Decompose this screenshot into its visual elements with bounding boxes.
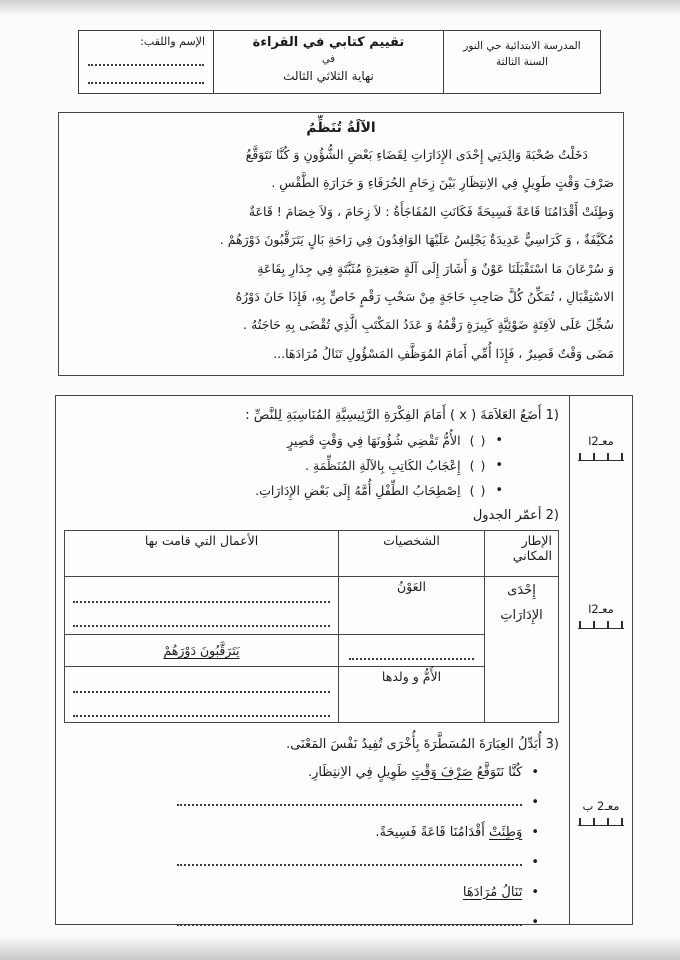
name-label: الإسم واللقب: bbox=[140, 35, 205, 48]
name-answer-line bbox=[88, 55, 204, 66]
q2-header-actions: الأعمال التي قامت بها bbox=[65, 531, 339, 577]
bullet-icon: • bbox=[531, 794, 539, 810]
q3-answer-row bbox=[64, 907, 559, 937]
header-table bbox=[78, 30, 601, 94]
question-1-heading: ‎1)‎ أَضَعُ العَلاَمَةَ ( x ) أَمَامَ الفِكْرَةِ الرَّئِيسِيَّةِ المُنَاسِبَةِ لِلنَّصِّ : bbox=[245, 408, 559, 423]
bullet-icon: • bbox=[531, 824, 539, 840]
answer-parentheses: ( ) bbox=[469, 433, 487, 448]
criterion-label: معـ2ا bbox=[588, 434, 614, 448]
bullet-icon: • bbox=[495, 433, 503, 448]
passage-line: سُجِّلَ عَلَى لاَفِتَةٍ ضَوْئِيَّةٍ كَبِيرَةٍ رَقْمُهُ وَ عَدَدُ المَكْتَبِ الَّذِي تُقْضَى بِهِ حَاجَتُهُ . bbox=[243, 317, 614, 333]
underlined-phrase: صَرْفَ وَقْتٍ bbox=[411, 764, 473, 780]
bullet-icon: • bbox=[531, 854, 539, 870]
criterion-mark bbox=[570, 799, 632, 826]
q2-header-setting: الإطار المكاني bbox=[485, 531, 559, 577]
exam-title-in: في bbox=[321, 54, 336, 65]
bullet-icon: • bbox=[531, 884, 539, 900]
q2-actions-cell bbox=[65, 667, 339, 723]
exam-title-cell bbox=[213, 31, 443, 93]
criterion-label: معـ2ا bbox=[588, 602, 614, 616]
answer-line bbox=[73, 682, 330, 693]
grading-scale-icon bbox=[578, 817, 624, 826]
school-info-cell bbox=[443, 31, 600, 93]
exam-term: نهاية الثلاثي الثالث bbox=[283, 69, 374, 83]
criterion-mark bbox=[570, 602, 632, 629]
q2-table-row bbox=[65, 635, 559, 667]
questions-section bbox=[55, 395, 633, 930]
passage-title: الآلَةُ تُنَظِّمُ bbox=[306, 120, 376, 136]
underlined-phrase: وَطِئَتْ bbox=[489, 824, 523, 840]
student-name-cell bbox=[79, 31, 213, 93]
answer-line bbox=[177, 852, 522, 866]
q3-sentence-text bbox=[463, 885, 522, 900]
bullet-icon: • bbox=[531, 914, 539, 930]
bullet-icon: • bbox=[531, 764, 539, 780]
grading-scale-icon bbox=[578, 620, 624, 629]
name-answer-line bbox=[88, 73, 204, 84]
answer-line bbox=[73, 592, 330, 603]
answer-line bbox=[177, 792, 522, 806]
passage-line: وَ سُرْعَانَ مَا اسْتَقْبَلَنَا عَوْنٌ وَ أَشَارَ إِلَى آلَةٍ صَغِيرَةٍ مُثَبَّتَةٍ فِي جِدَارِ بِقَاعَةِ bbox=[257, 260, 614, 276]
bullet-icon: • bbox=[495, 483, 503, 498]
q2-action-text: يَتَرَقَّبُونَ دَوْرَهُمْ bbox=[163, 643, 240, 658]
q3-sentence-text: كُنَّا نَتَوَقَّعُ صَرْفَ وَقْتٍ طَوِيلٍ فِي الاِنتِظَارِ. bbox=[307, 764, 523, 780]
q2-setting-cell: إِحْدَى الإِدَارَاتِ bbox=[485, 577, 559, 723]
criterion-mark bbox=[570, 434, 632, 461]
q2-actions-cell bbox=[65, 577, 339, 635]
q3-answer-row bbox=[64, 847, 559, 877]
passage-line: الاسْتِقْبَالِ ، تُمَكِّنُ كُلَّ صَاحِبِ حَاجَةٍ مِنْ سَحْبِ رَقْمٍ خَاصٍّ بِهِ، فَإِذَا حَانَ دَوْرُهُ bbox=[235, 289, 614, 305]
underlined-phrase: تَنَالُ مُرَادَهَا bbox=[462, 884, 523, 900]
q2-table-row bbox=[65, 577, 559, 635]
q2-header-characters: الشخصيات bbox=[339, 531, 485, 577]
q2-character-cell: العَوْنُ bbox=[339, 577, 485, 635]
questions-content bbox=[56, 396, 569, 930]
criterion-label: معـ2 ب bbox=[582, 799, 620, 813]
q2-table-row bbox=[65, 667, 559, 723]
school-name: المدرسة الابتدائية حي النور bbox=[463, 40, 581, 52]
answer-line bbox=[73, 616, 330, 627]
q3-sentence bbox=[64, 817, 559, 847]
grading-scale-icon bbox=[578, 452, 624, 461]
question-2-heading: ‎2)‎ أعمّر الجدول bbox=[472, 508, 559, 523]
q1-option-text: الأُمُّ تَقْضِي شُؤُونَهَا فِي وَقْتٍ قَصِيرٍ bbox=[287, 433, 461, 448]
q1-option bbox=[64, 453, 559, 478]
q3-answer-row bbox=[64, 787, 559, 817]
answer-line bbox=[177, 912, 522, 926]
answer-parentheses: ( ) bbox=[469, 483, 487, 498]
scan-shadow-bottom bbox=[0, 936, 680, 960]
passage-line: مَضَى وَقْتٌ قَصِيرٌ ، فَإِذَا أُمِّي أَمَامَ المُوَظَّفِ المَسْؤُولِ تَنَالُ مُرَادَهَا... bbox=[273, 345, 614, 361]
q1-option bbox=[64, 478, 559, 503]
marks-column bbox=[569, 396, 632, 924]
question-3-heading: ‎3)‎ أُبَدِّلُ العِبَارَةَ المُسَطَّرَةَ بِأُخْرَى تُفِيدُ نَفْسَ المَعْنَى. bbox=[286, 737, 559, 752]
bullet-icon: • bbox=[495, 458, 503, 473]
q2-table-header-row bbox=[65, 531, 559, 577]
q3-sentence bbox=[64, 877, 559, 907]
answer-line bbox=[73, 706, 330, 717]
q2-character-cell bbox=[339, 635, 485, 667]
q3-sentence bbox=[64, 757, 559, 787]
q3-sentence-text: وَطِئَتْ أَقْدَامُنَا قَاعَةً فَسِيحَةً. bbox=[375, 824, 523, 840]
q2-table bbox=[64, 530, 559, 723]
q2-character-cell: الأَمُّ و ولدها bbox=[339, 667, 485, 723]
q1-option-text: اِصْطِحَابُ الطِّفْلِ أُمَّهُ إِلَى بَعْضِ الإِدَارَاتِ. bbox=[255, 483, 461, 498]
reading-passage-box bbox=[58, 112, 624, 376]
grade-level: السنة الثالثة bbox=[495, 56, 549, 69]
q1-option bbox=[64, 428, 559, 453]
scan-shadow-top bbox=[0, 0, 680, 16]
passage-line: دَخَلْتُ صُحْبَةَ وَالِدَتِي إِحْدَى الإِدَارَاتِ لِقَضَاءِ بَعْضِ الشُّؤُونِ وَ كُنَّا نَتَوَقَّعُ bbox=[245, 147, 588, 162]
exam-title: تقييم كتابي في القراءة bbox=[252, 35, 405, 50]
q2-actions-cell bbox=[65, 635, 339, 667]
passage-line: وَطِئَتْ أَقْدَامُنَا قَاعَةً فَسِيحَةً فَكَانَتِ المُفَاجَأَةُ : لاَ زِحَامَ ، وَلاَ خِصَامَ ! قَاعَةٌ bbox=[248, 203, 614, 219]
answer-parentheses: ( ) bbox=[469, 458, 487, 473]
passage-line: صَرْفَ وَقْتٍ طَوِيلٍ فِي الاِنتِظَارِ بَيْنَ زِحَامِ الحُرَفَاءِ وَ حَرَارَةِ الطَّقْسِ . bbox=[271, 175, 614, 191]
q1-option-text: إِعْجَابُ الكَاتِبِ بِالآلَةِ المُنَظِّمَةِ . bbox=[305, 458, 461, 473]
answer-line bbox=[349, 649, 474, 660]
passage-line: مُكَيَّفَةٌ ، وَ كَرَاسِيٌّ عَدِيدَةٌ يَجْلِسُ عَلَيْهَا الوَافِدُونَ فِي رَاحَةِ بَالٍ يَتَرَقَّبُونَ دَوْرَهُمْ . bbox=[219, 232, 614, 248]
